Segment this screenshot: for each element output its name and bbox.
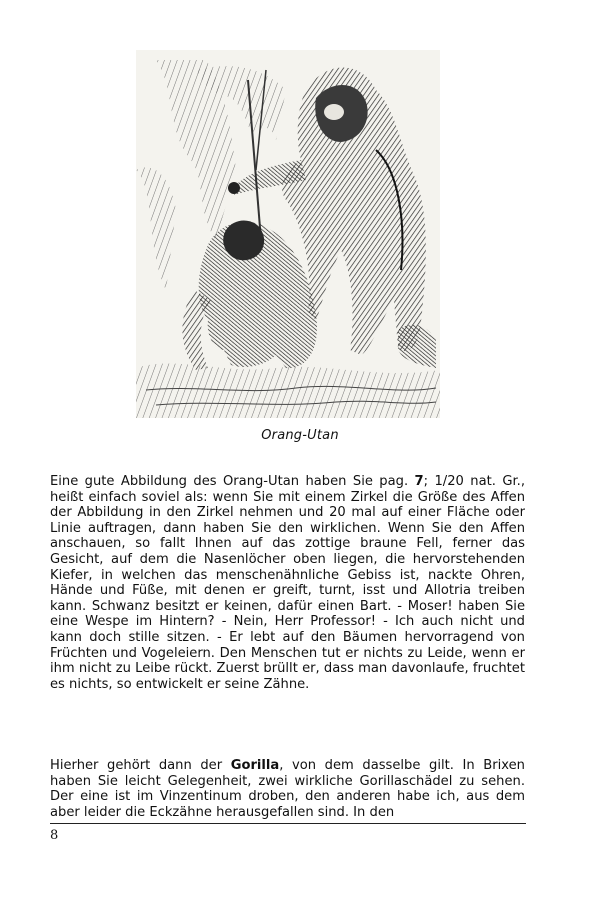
gorilla-term-bold: Gorilla xyxy=(230,758,280,773)
paragraph-text-rest: , von dem dasselbe gilt. In Brixen haben Sie leicht Gelegenheit, zwei wirkliche Gorillaschädel zu sehen. Der eine ist im Vinzentinum droben, den anderen habe ich, aus dem aber leider die Eckzähne herausgefallen sind. In den xyxy=(50,758,525,820)
paragraph-text-start: Eine gute Abbildung des Orang-Utan haben Sie pag. xyxy=(50,474,415,489)
body-paragraph-orang-utan xyxy=(50,474,525,692)
paragraph-text-rest: ; 1/20 nat. Gr., heißt einfach soviel als: wenn Sie mit einem Zirkel die Größe des Affen der Abbildung in den Zirkel nehmen und 20 mal auf einer Fläche oder Linie auftragen, dann haben Sie den wirklichen. Wenn Sie den Affen anschauen, so fallt Ihnen auf das zottige braune Fell, ferner das Gesicht, auf dem die Nasenlöcher oben liegen, die hervorstehenden Kiefer, in welchen das menschenähnliche Gebiss ist, nackte Ohren, Hände und Füße, mit denen er greift, turnt, isst und Allotria treiben kann. Schwanz besitzt er keinen, dafür einen Bart. - Moser! haben Sie eine Wespe im Hintern? - Nein, Herr Professor! - Ich auch nicht und kann doch stille sitzen. - Er lebt auf den Bäumen hervorragend von Früchten und Vogeleiern. Den Menschen tut er nichts zu Leide, wenn er ihm nicht zu Leibe rückt. Zuerst brüllt er, dass man davonlaufe, fruchtet es nichts, so entwickelt er seine Zähne. xyxy=(50,474,525,692)
body-paragraph-gorilla xyxy=(50,758,525,820)
figure-caption: Orang-Utan xyxy=(261,428,339,443)
orang-utan-illustration xyxy=(136,50,440,418)
page-reference-bold: 7 xyxy=(414,474,424,489)
paragraph-text-start: Hierher gehört dann der xyxy=(50,758,231,773)
page-number: 8 xyxy=(50,828,59,843)
footer-rule xyxy=(50,823,526,824)
orang-utan-engraving-icon xyxy=(136,50,440,418)
